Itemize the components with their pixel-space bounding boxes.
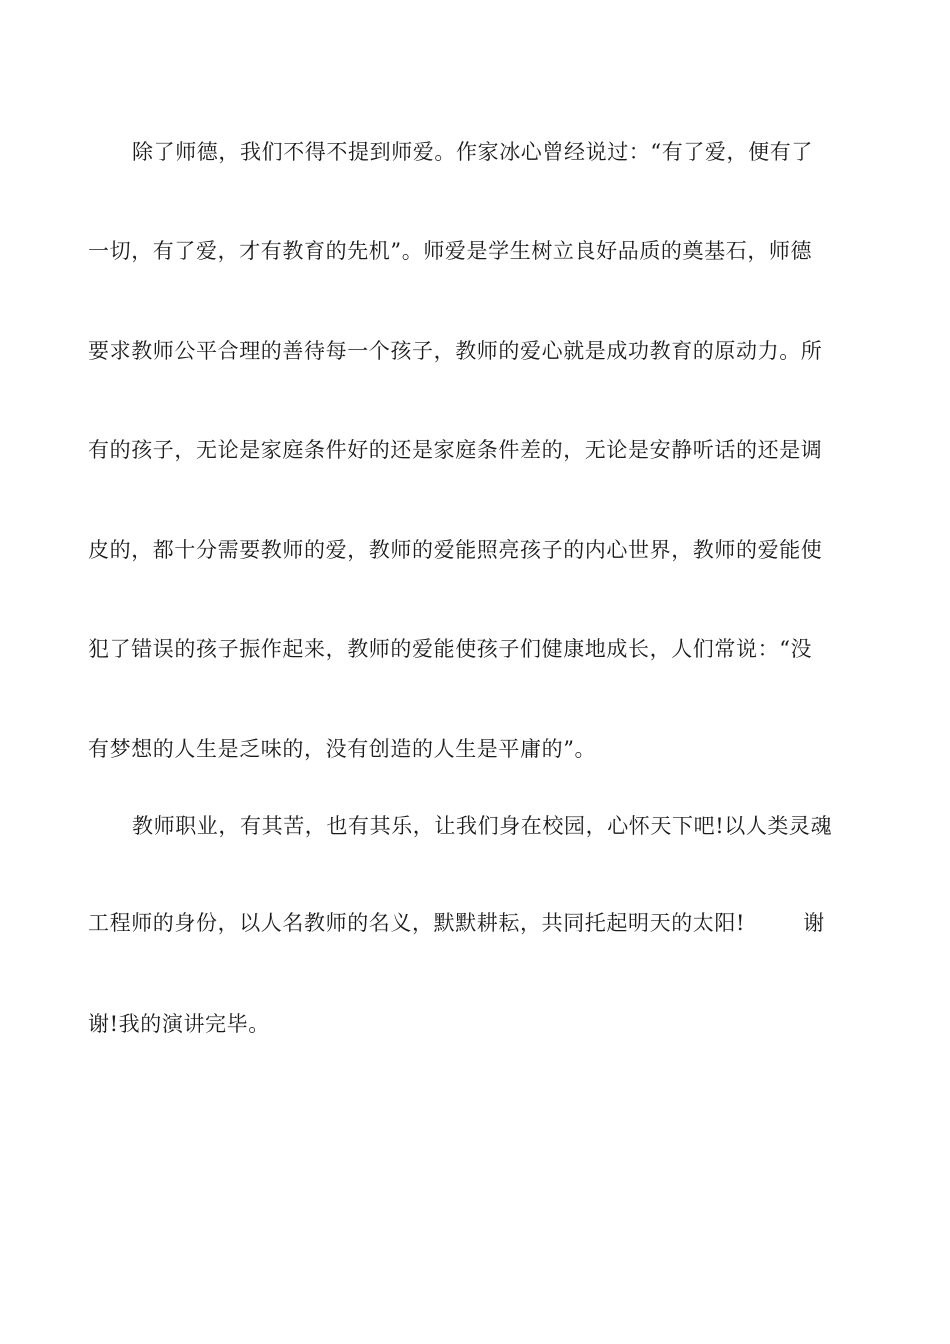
paragraph-2-line-2: 工程师的身份，以人名教师的名义，默默耕耘，共同托起明天的太阳! 谢: [88, 911, 825, 935]
paragraph-1-line-4: 有的孩子，无论是家庭条件好的还是家庭条件差的，无论是安静听话的还是调: [88, 438, 823, 462]
paragraph-1-line-3: 要求教师公平合理的善待每一个孩子，教师的爱心就是成功教育的原动力。所: [88, 339, 823, 363]
paragraph-2-line-3: 谢!我的演讲完毕。: [88, 1012, 270, 1036]
paragraph-1-line-5: 皮的，都十分需要教师的爱，教师的爱能照亮孩子的内心世界，教师的爱能使: [88, 538, 823, 562]
paragraph-1-line-7: 有梦想的人生是乏味的，没有创造的人生是平庸的”。: [88, 737, 597, 761]
paragraph-1-line-2: 一切，有了爱，才有教育的先机”。师爱是学生树立良好品质的奠基石，师德: [88, 239, 813, 263]
paragraph-1-line-6: 犯了错误的孩子振作起来，教师的爱能使孩子们健康地成长，人们常说：“没: [88, 637, 813, 661]
paragraph-2-line-1: 教师职业，有其苦，也有其乐，让我们身在校园，心怀天下吧!以人类灵魂: [132, 814, 833, 838]
paragraph-1-line-1: 除了师德，我们不得不提到师爱。作家冰心曾经说过：“有了爱，便有了: [132, 140, 813, 164]
